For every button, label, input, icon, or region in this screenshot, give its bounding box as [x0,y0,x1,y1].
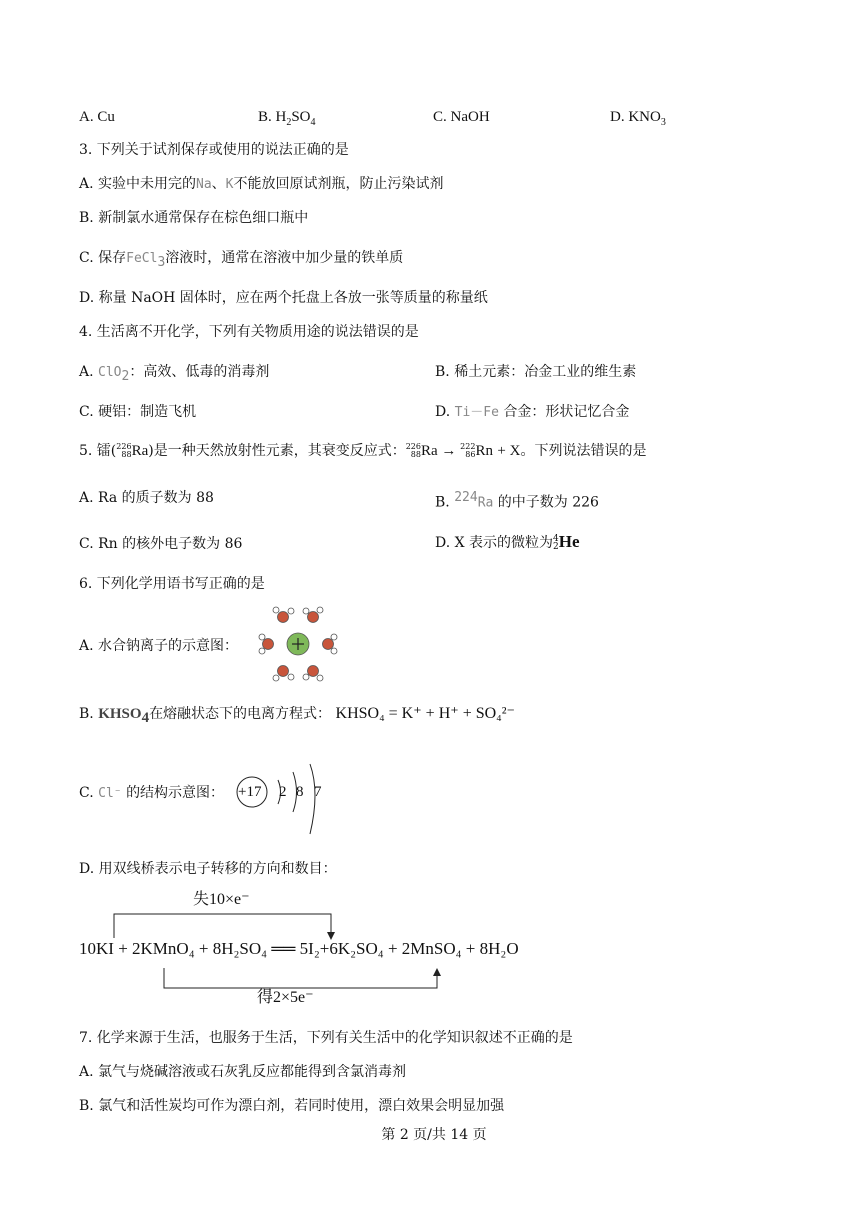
q3-option-a: A. 实验中未用完的Na、K不能放回原试剂瓶，防止污染试剂 [79,176,444,192]
q2-option-c: C. NaOH [433,109,490,125]
shell-3-count: 7 [314,784,322,800]
q3-option-c: C. 保存FeCl$_3$溶液时，通常在溶液中加少量的铁单质 [79,250,404,270]
shell-2-count: 8 [296,784,304,800]
q3-option-b: B. 新制氯水通常保存在棕色细口瓶中 [79,210,309,226]
q6-option-a: A. 水合钠离子的示意图： [79,638,239,654]
hydrated-sodium-ion-diagram [256,606,340,682]
q6-stem: 6. 下列化学用语书写正确的是 [79,576,265,592]
q4-option-d: D. Ti－Fe 合金：形状记忆合金 [435,404,630,420]
gain-electrons-label: 得2×5e⁻ [257,989,314,1006]
q5-option-b: B. $^{224}$Ra 的中子数为 226 [435,490,599,511]
q7-option-a: A. 氯气与烧碱溶液或石灰乳反应都能得到含氯消毒剂 [79,1064,407,1080]
q7-stem: 7. 化学来源于生活，也服务于生活，下列有关生活中的化学知识叙述不正确的是 [79,1030,573,1046]
q7-option-b: B. 氯气和活性炭均可作为漂白剂，若同时使用，漂白效果会明显加强 [79,1098,505,1114]
q3-stem: 3. 下列关于试剂保存或使用的说法正确的是 [79,142,349,158]
q4-option-c: C. 硬铝：制造飞机 [79,404,197,420]
q2-option-d: D. $KNO_3$ [610,109,666,128]
q5-option-a: A. Ra 的质子数为 88 [79,490,214,506]
q5-option-c: C. Rn 的核外电子数为 86 [79,536,243,552]
q2-option-a: A. Cu [79,109,115,125]
q3-option-d: D. 称量 NaOH 固体时，应在两个托盘上各放一张等质量的称量纸 [79,290,488,306]
shell-1-count: 2 [279,784,287,800]
lose-electrons-label: 失10×e⁻ [193,891,250,908]
redox-equation: 10KI + 2KMnO₄ + 8H₂SO₄ ══ 5I₂+6K₂SO₄ + 2MnSO₄ + 8H₂O [79,939,519,958]
q6-option-b: B. $KHSO_4$在熔融状态下的电离方程式： KHSO₄ = K⁺ + H⁺ + SO₄²⁻ [79,705,515,726]
q4-stem: 4. 生活离不开化学，下列有关物质用途的说法错误的是 [79,324,419,340]
q5-option-d: D. X 表示的微粒为4 2He [435,532,580,552]
q6-option-d: D. 用双线桥表示电子转移的方向和数目： [79,861,337,877]
q2-option-b: B. $H_2SO_4$ [258,109,316,128]
nucleus-charge: +17 [238,784,262,800]
q4-option-b: B. 稀土元素：冶金工业的维生素 [435,364,637,380]
q4-option-a: A. ClO$_2$：高效、低毒的消毒剂 [79,364,270,384]
q6-option-c: C. Cl⁻ 的结构示意图： [79,785,225,801]
q5-stem: 5. 镭(226 88Ra)是一种天然放射性元素，其衰变反应式：226 88Ra → 222 86Rn + X。下列说法错误的是 [79,442,647,459]
page-footer: 第 2 页/共 14 页 [381,1127,487,1143]
